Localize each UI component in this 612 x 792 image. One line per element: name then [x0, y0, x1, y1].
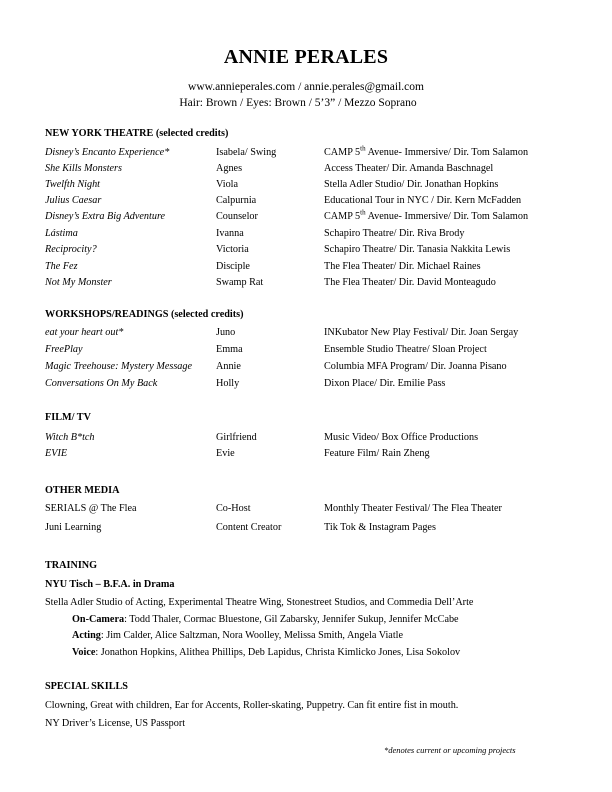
venue-director: Stella Adler Studio/ Dir. Jonathan Hopkins [324, 179, 499, 190]
venue-director: CAMP 5th Avenue- Immersive/ Dir. Tom Salamon [324, 144, 529, 158]
training-on-camera: On-Camera: Todd Thaler, Cormac Bluestone, Gil Zabarsky, Jennifer Sukup, Jennifer McCabe [72, 614, 459, 625]
role: Holly [216, 378, 240, 389]
credit-row [0, 522, 612, 536]
venue-director: Schapiro Theatre/ Dir. Tanasia Nakkita Lewis [324, 244, 511, 255]
show-title: Juni Learning [45, 522, 102, 533]
section-title-nyc-theatre: NEW YORK THEATRE (selected credits) [45, 128, 229, 139]
show-title: EVIE [45, 448, 68, 459]
role: Isabela/ Swing [216, 147, 277, 158]
credit-row [0, 179, 612, 193]
show-title: FreePlay [45, 344, 83, 355]
credit-row [0, 277, 612, 291]
venue-director: Tik Tok & Instagram Pages [324, 522, 436, 533]
show-title: Conversations On My Back [45, 378, 158, 389]
show-title: She Kills Monsters [45, 163, 122, 174]
training-voice: Voice: Jonathon Hopkins, Alithea Phillips, Deb Lapidus, Christa Kimlicko Jones, Lisa Sokolov [72, 647, 461, 658]
show-title: Lástima [45, 228, 78, 239]
credit-row [0, 163, 612, 177]
show-title: eat your heart out* [45, 327, 124, 338]
skills-line: Clowning, Great with children, Ear for Accents, Roller-skating, Puppetry. Can fit entire fist in mouth. [45, 700, 459, 711]
role: Counselor [216, 211, 258, 222]
role: Annie [216, 361, 241, 372]
physical-stats: Hair: Brown / Eyes: Brown / 5’3” / Mezzo Soprano [179, 97, 417, 109]
section-title-workshops: WORKSHOPS/READINGS (selected credits) [45, 309, 244, 320]
venue-director: CAMP 5th Avenue- Immersive/ Dir. Tom Salamon [324, 208, 529, 222]
role: Emma [216, 344, 243, 355]
role: Co-Host [216, 503, 251, 514]
credit-row [0, 244, 612, 258]
show-title: Julius Caesar [45, 195, 102, 206]
credit-row [0, 208, 612, 225]
credit-row [0, 195, 612, 209]
credit-row [0, 327, 612, 341]
role: Disciple [216, 261, 250, 272]
footnote: *denotes current or upcoming projects [384, 745, 516, 755]
role: Viola [216, 179, 239, 190]
role: Content Creator [216, 522, 282, 533]
show-title: Twelfth Night [45, 179, 101, 190]
venue-director: The Flea Theater/ Dir. David Monteagudo [324, 277, 496, 288]
role: Calpurnia [216, 195, 257, 206]
contact-web-email: www.annieperales.com / annie.perales@gmail.com [188, 81, 424, 93]
show-title: Reciprocity? [45, 244, 97, 255]
credit-row [0, 144, 612, 161]
role: Agnes [216, 163, 243, 174]
skills-line: NY Driver’s License, US Passport [45, 718, 186, 729]
venue-director: Columbia MFA Program/ Dir. Joanna Pisano [324, 361, 507, 372]
show-title: Magic Treehouse: Mystery Message [45, 361, 193, 372]
training-school: NYU Tisch – B.F.A. in Drama [45, 579, 175, 590]
credit-row [0, 448, 612, 462]
credit-row [0, 228, 612, 242]
venue-director: Feature Film/ Rain Zheng [324, 448, 430, 459]
role: Victoria [216, 244, 249, 255]
venue-director: Music Video/ Box Office Productions [324, 432, 479, 443]
credit-row [0, 261, 612, 275]
venue-director: The Flea Theater/ Dir. Michael Raines [324, 261, 481, 272]
section-title-training: TRAINING [45, 560, 98, 571]
role: Swamp Rat [216, 277, 264, 288]
role: Girlfriend [216, 432, 257, 443]
credit-row [0, 503, 612, 517]
section-title-other-media: OTHER MEDIA [45, 485, 120, 496]
venue-director: INKubator New Play Festival/ Dir. Joan Sergay [324, 327, 519, 338]
venue-director: Dixon Place/ Dir. Emilie Pass [324, 378, 446, 389]
show-title: The Fez [45, 261, 78, 272]
venue-director: Educational Tour in NYC / Dir. Kern McFadden [324, 195, 522, 206]
credit-row [0, 361, 612, 375]
show-title: Disney’s Encanto Experience* [45, 147, 170, 158]
section-title-film-tv: FILM/ TV [45, 412, 91, 423]
role: Juno [216, 327, 236, 338]
training-acting: Acting: Jim Calder, Alice Saltzman, Nora Woolley, Melissa Smith, Angela Viatle [72, 630, 404, 641]
credit-row [0, 432, 612, 446]
show-title: Disney’s Extra Big Adventure [45, 211, 166, 222]
credit-row [0, 378, 612, 392]
credit-row [0, 344, 612, 358]
training-studios: Stella Adler Studio of Acting, Experimental Theatre Wing, Stonestreet Studios, and Commedia Dell’Arte [45, 597, 474, 608]
show-title: SERIALS @ The Flea [45, 503, 137, 514]
venue-director: Ensemble Studio Theatre/ Sloan Project [324, 344, 487, 355]
venue-director: Access Theater/ Dir. Amanda Baschnagel [324, 163, 494, 174]
role: Ivanna [216, 228, 244, 239]
venue-director: Schapiro Theatre/ Dir. Riva Brody [324, 228, 465, 239]
venue-director: Monthly Theater Festival/ The Flea Theater [324, 503, 502, 514]
show-title: Not My Monster [45, 277, 112, 288]
role: Evie [216, 448, 235, 459]
show-title: Witch B*tch [45, 432, 95, 443]
actor-name: ANNIE PERALES [223, 46, 389, 68]
section-title-special-skills: SPECIAL SKILLS [45, 681, 128, 692]
